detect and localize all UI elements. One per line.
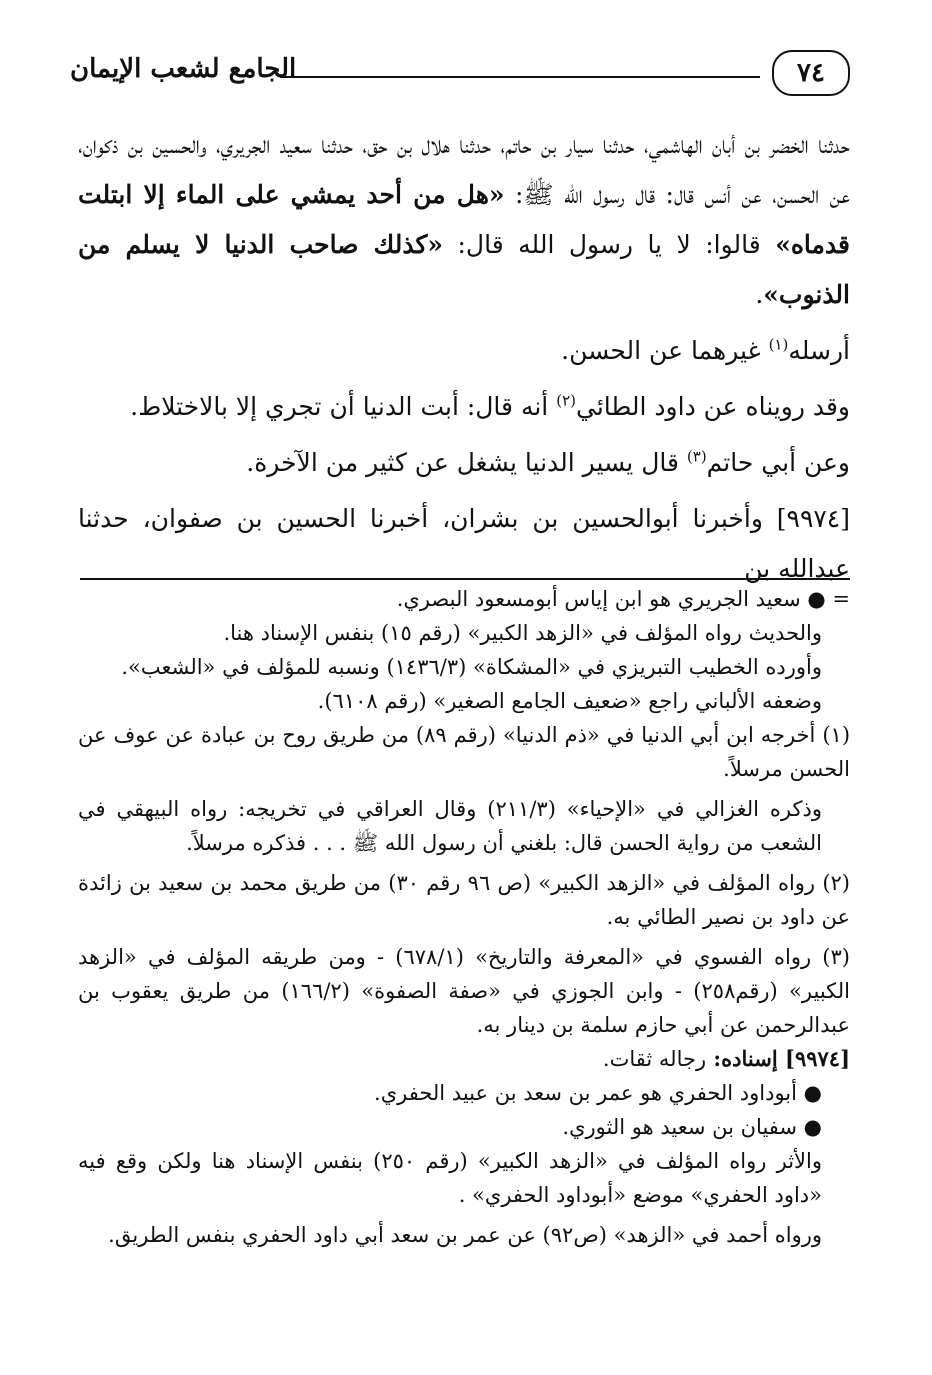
header-rule <box>280 76 760 78</box>
footnote-isnad <box>78 1042 850 1076</box>
hadith-quote-2: «كذلك صاحب الدنيا لا يسلم من الذنوب» <box>78 230 850 309</box>
isnad-verdict: رجاله ثقات. <box>602 1047 707 1071</box>
isnad-text-2: قالوا: لا يا رسول الله قال: <box>443 230 776 259</box>
text: وقد رويناه عن داود الطائي <box>575 392 850 421</box>
footnote-line: = ● سعيد الجريري هو ابن إياس أبومسعود البصري. <box>396 587 850 611</box>
footnote-ref-2: (٢) <box>556 391 576 410</box>
footnote-rule <box>80 578 850 580</box>
isnad-text: حدثنا الخضر بن أبان الهاشمي، حدثنا سيار بن حاتم، حدثنا هلال بن حق، حدثنا سعيد الجريري، والحسين بن ذكوان، عن الحسن، عن أنس قال: قال رسول الله ﷺ: <box>78 130 851 209</box>
footnotes <box>78 582 850 1252</box>
footnote-3: (٣) رواه الفسوي في «المعرفة والتاريخ» (٦٧٨/١) - ومن طريقه المؤلف في «الزهد الكبير» (رقم٢٥٨) - وابن الجوزي في «صفة الصفوة» (١٦٦/٢) من طريق يعقوب بن عبدالرحمن عن أبي حازم سلمة بن دينار به. <box>78 945 850 1037</box>
main-text <box>78 120 850 594</box>
page-number: ٧٤ <box>772 50 850 96</box>
footnote-line: والأثر رواه المؤلف في «الزهد الكبير» (رقم ٢٥٠) بنفس الإسناد هنا ولكن وقع فيه «داود الحفري» موضع «أبوداود الحفري» . <box>78 1149 822 1207</box>
text: أرسله <box>788 336 850 365</box>
isnad-label: [٩٩٧٤] إسناده: <box>706 1046 850 1071</box>
footnote-line: وضعفه الألباني راجع «ضعيف الجامع الصغير» (رقم ٦١٠٨). <box>317 689 822 713</box>
footnote-line: وأورده الخطيب التبريزي في «المشكاة» (١٤٣٦/٣) ونسبه للمؤلف في «الشعب». <box>121 655 822 679</box>
period: . <box>755 280 764 309</box>
paragraph-4 <box>78 438 850 488</box>
footnote-line: ● أبوداود الحفري هو عمر بن سعد بن عبيد الحفري. <box>374 1081 822 1105</box>
paragraph-3 <box>78 382 850 432</box>
page-header <box>70 50 850 100</box>
paragraph-2 <box>78 326 850 376</box>
footnote-ref-3: (٣) <box>686 447 707 466</box>
footnote-ref-1: (١) <box>768 335 789 354</box>
text: قال يسير الدنيا يشغل عن كثير من الآخرة. <box>246 448 687 477</box>
hadith-paragraph <box>78 120 850 320</box>
text: غيرهما عن الحسن. <box>561 336 769 365</box>
footnote-line: والحديث رواه المؤلف في «الزهد الكبير» (رقم ١٥) بنفس الإسناد هنا. <box>223 621 822 645</box>
footnote-line: وذكره الغزالي في «الإحياء» (٢١١/٣) وقال العراقي في تخريجه: رواه البيهقي في الشعب من رواية الحسن قال: بلغني أن رسول الله ﷺ . . . فذكره مرسلاً. <box>78 797 822 855</box>
footnote-2: (٢) رواه المؤلف في «الزهد الكبير» (ص ٩٦ رقم ٣٠) من طريق محمد بن سعيد بن زائدة عن داود بن نصير الطائي به. <box>78 871 850 929</box>
running-title: الجامع لشعب الإيمان <box>70 54 297 84</box>
text: وعن أبي حاتم <box>706 448 850 477</box>
text: أنه قال: أبت الدنيا أن تجري إلا بالاختلاط. <box>130 392 557 421</box>
footnote-line: ورواه أحمد في «الزهد» (ص٩٢) عن عمر بن سعد أبي داود الحفري بنفس الطريق. <box>108 1223 822 1247</box>
paragraph-5: [٩٩٧٤] وأخبرنا أبوالحسين بن بشران، أخبرنا الحسين بن صفوان، حدثنا عبدالله بن <box>78 504 850 583</box>
footnote-1: (١) أخرجه ابن أبي الدنيا في «ذم الدنيا» (رقم ٨٩) من طريق روح بن عبادة عن عوف عن الحسن مرسلاً. <box>78 723 851 781</box>
hadith-quote-1: «هل من أحد يمشي على الماء إلا ابتلت قدماه» <box>78 180 850 259</box>
footnote-line: ● سفيان بن سعيد هو الثوري. <box>562 1115 822 1139</box>
